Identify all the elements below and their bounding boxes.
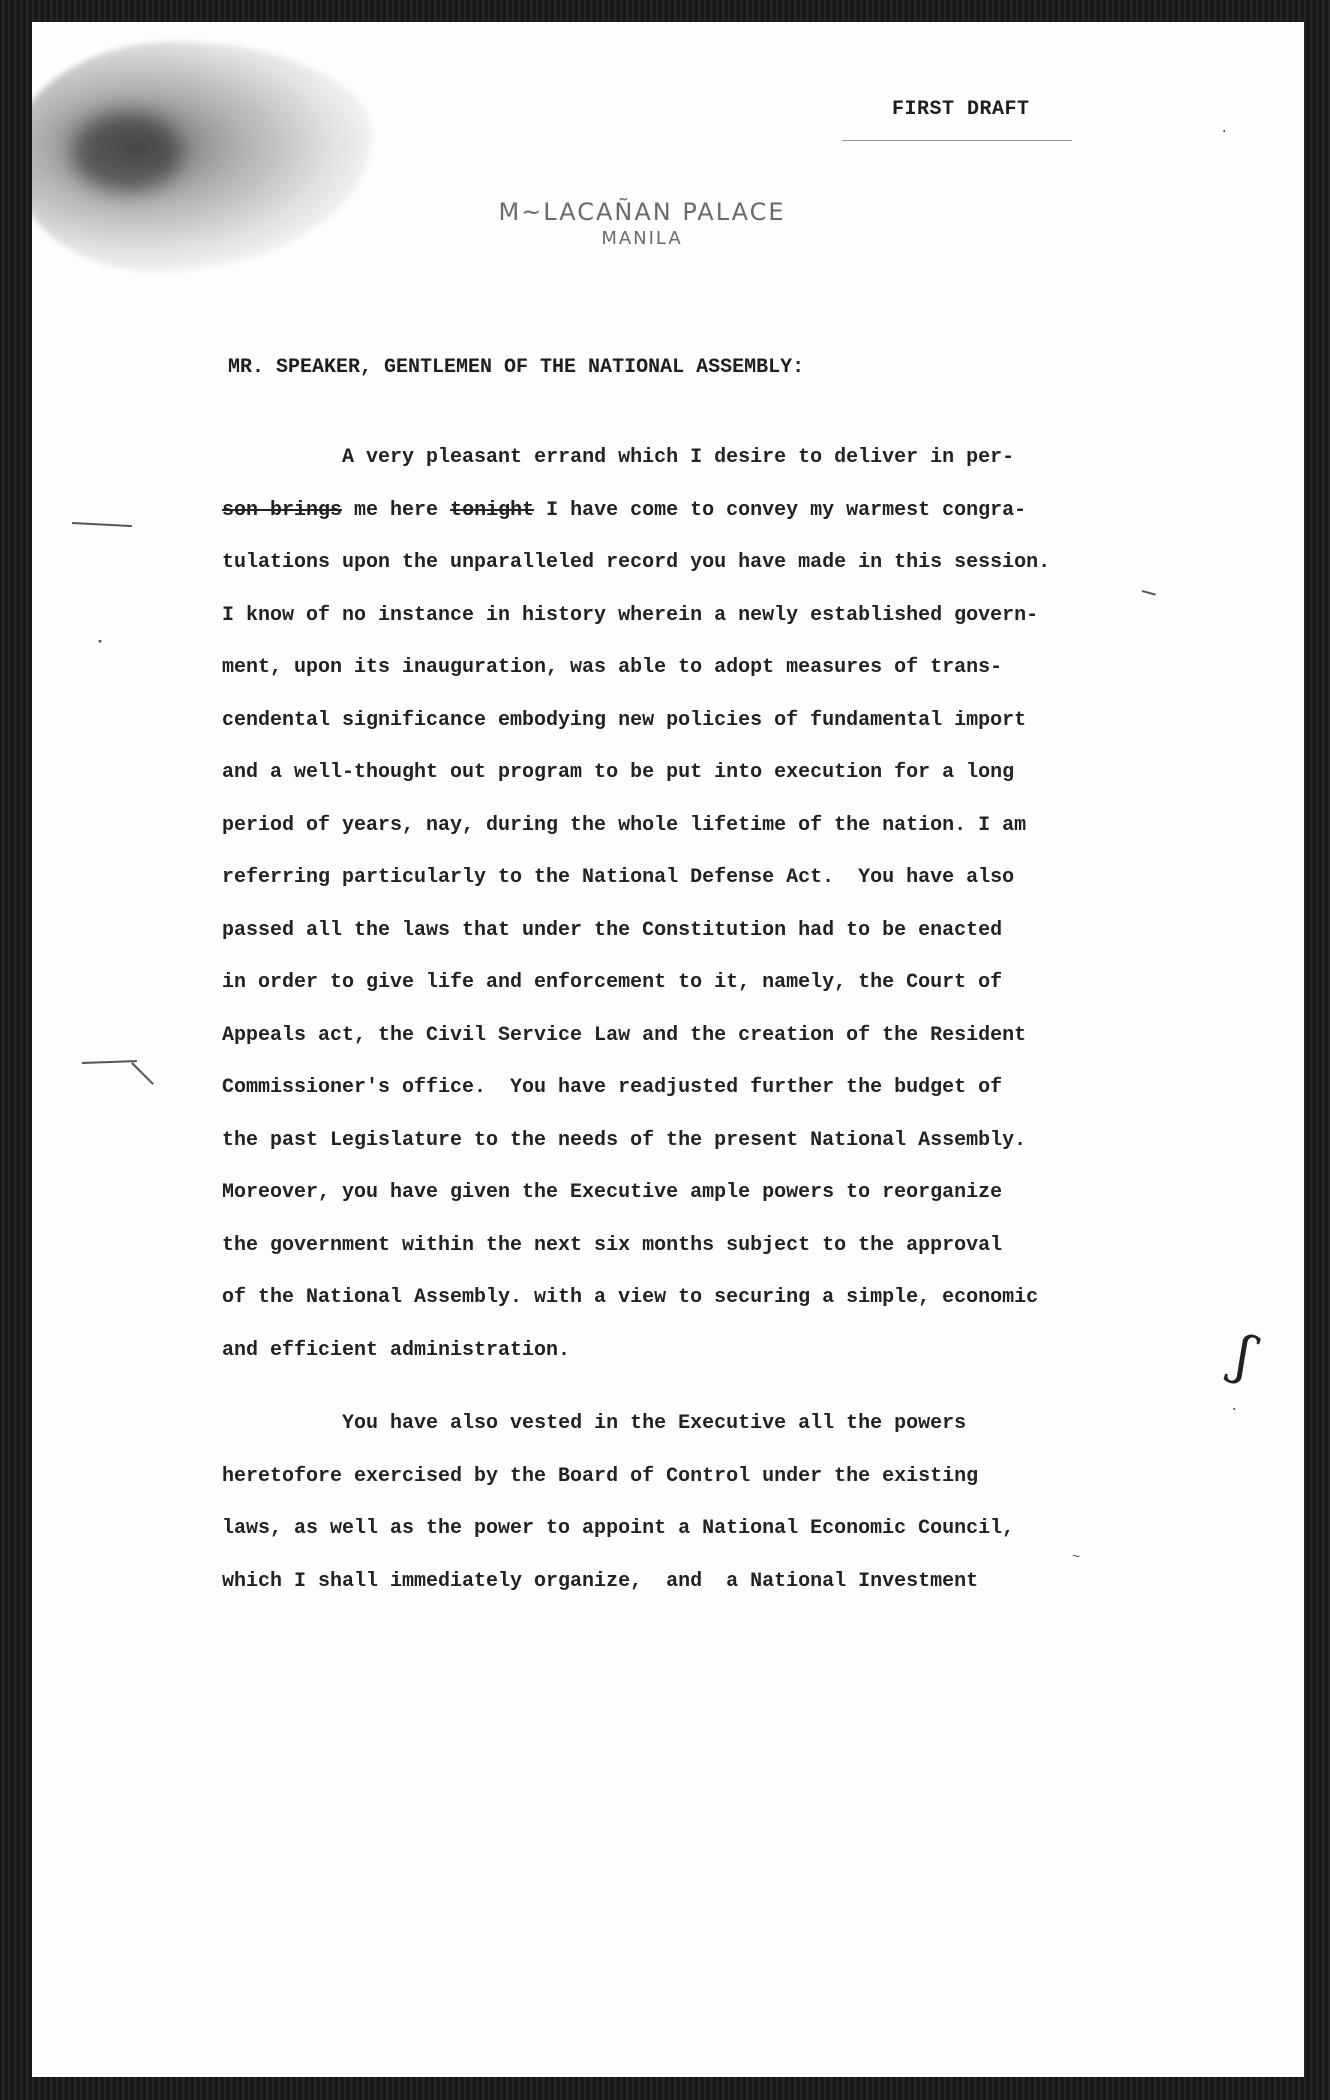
draft-label: FIRST DRAFT: [892, 98, 1030, 121]
letterhead-city: MANILA: [601, 228, 683, 249]
margin-mark: [82, 1060, 137, 1064]
text-line: cendental significance embodying new policies of fundamental import: [222, 708, 1027, 732]
text-line: A very pleasant errand which I desire to deliver in per-: [342, 446, 1015, 469]
margin-mark: [72, 522, 132, 527]
paragraph-2: [222, 1398, 1142, 1608]
letterhead-title: M~LACAÑAN PALACE: [498, 198, 786, 226]
text-line: passed all the laws that under the Constitution had to be enacted: [222, 918, 1003, 942]
text-line: of the National Assembly. with a view to securing a simple, economic: [222, 1286, 1039, 1309]
margin-dot: ⬝: [98, 634, 102, 650]
text-line: Appeals act, the Civil Service Law and the creation of the Resident: [222, 1023, 1027, 1047]
margin-mark: [131, 1062, 154, 1085]
margin-dot: ·: [1220, 124, 1229, 140]
struck-text: tonight: [450, 498, 535, 522]
text-line: I know of no instance in history wherein a newly established govern-: [222, 603, 1039, 627]
margin-dot: ~: [1072, 1550, 1081, 1566]
paper-stain-dark: [72, 112, 182, 192]
text-line: the past Legislature to the needs of the present National Assembly.: [222, 1128, 1027, 1152]
struck-text: son brings: [222, 498, 343, 522]
margin-dot: ·: [1230, 1402, 1239, 1418]
margin-mark: [842, 140, 1072, 141]
salutation: MR. SPEAKER, GENTLEMEN OF THE NATIONAL ASSEMBLY:: [228, 356, 805, 379]
text-line: period of years, nay, during the whole lifetime of the nation. I am: [222, 813, 1027, 837]
text-line: Commissioner's office. You have readjusted further the budget of: [222, 1076, 1003, 1099]
document-page: [32, 22, 1304, 2077]
text-line: tulations upon the unparalleled record you have made in this session.: [222, 551, 1051, 574]
text-line: and efficient administration.: [222, 1338, 571, 1362]
text-line: the government within the next six months subject to the approval: [222, 1233, 1003, 1257]
text-line: and a well-thought out program to be put into execution for a long: [222, 761, 1015, 784]
text-line: referring particularly to the National Defense Act. You have also: [222, 866, 1015, 889]
paragraph-1: [222, 432, 1142, 1377]
text-line: ment, upon its inauguration, was able to adopt measures of trans-: [222, 656, 1003, 679]
handwritten-mark: ʃ: [1227, 1323, 1262, 1388]
text-line: in order to give life and enforcement to it, namely, the Court of: [222, 971, 1003, 994]
text-line: which I shall immediately organize, and a National Investment: [222, 1569, 979, 1593]
text-line: son brings me here tonight I have come to convey my warmest congra-: [222, 498, 1027, 522]
letterhead: [412, 198, 872, 249]
text-line: heretofore exercised by the Board of Control under the existing: [222, 1464, 979, 1488]
margin-mark: [1142, 590, 1156, 596]
text-line: laws, as well as the power to appoint a National Economic Council,: [222, 1517, 1015, 1540]
text-line: Moreover, you have given the Executive ample powers to reorganize: [222, 1181, 1003, 1204]
text-line: You have also vested in the Executive all the powers: [342, 1412, 967, 1435]
